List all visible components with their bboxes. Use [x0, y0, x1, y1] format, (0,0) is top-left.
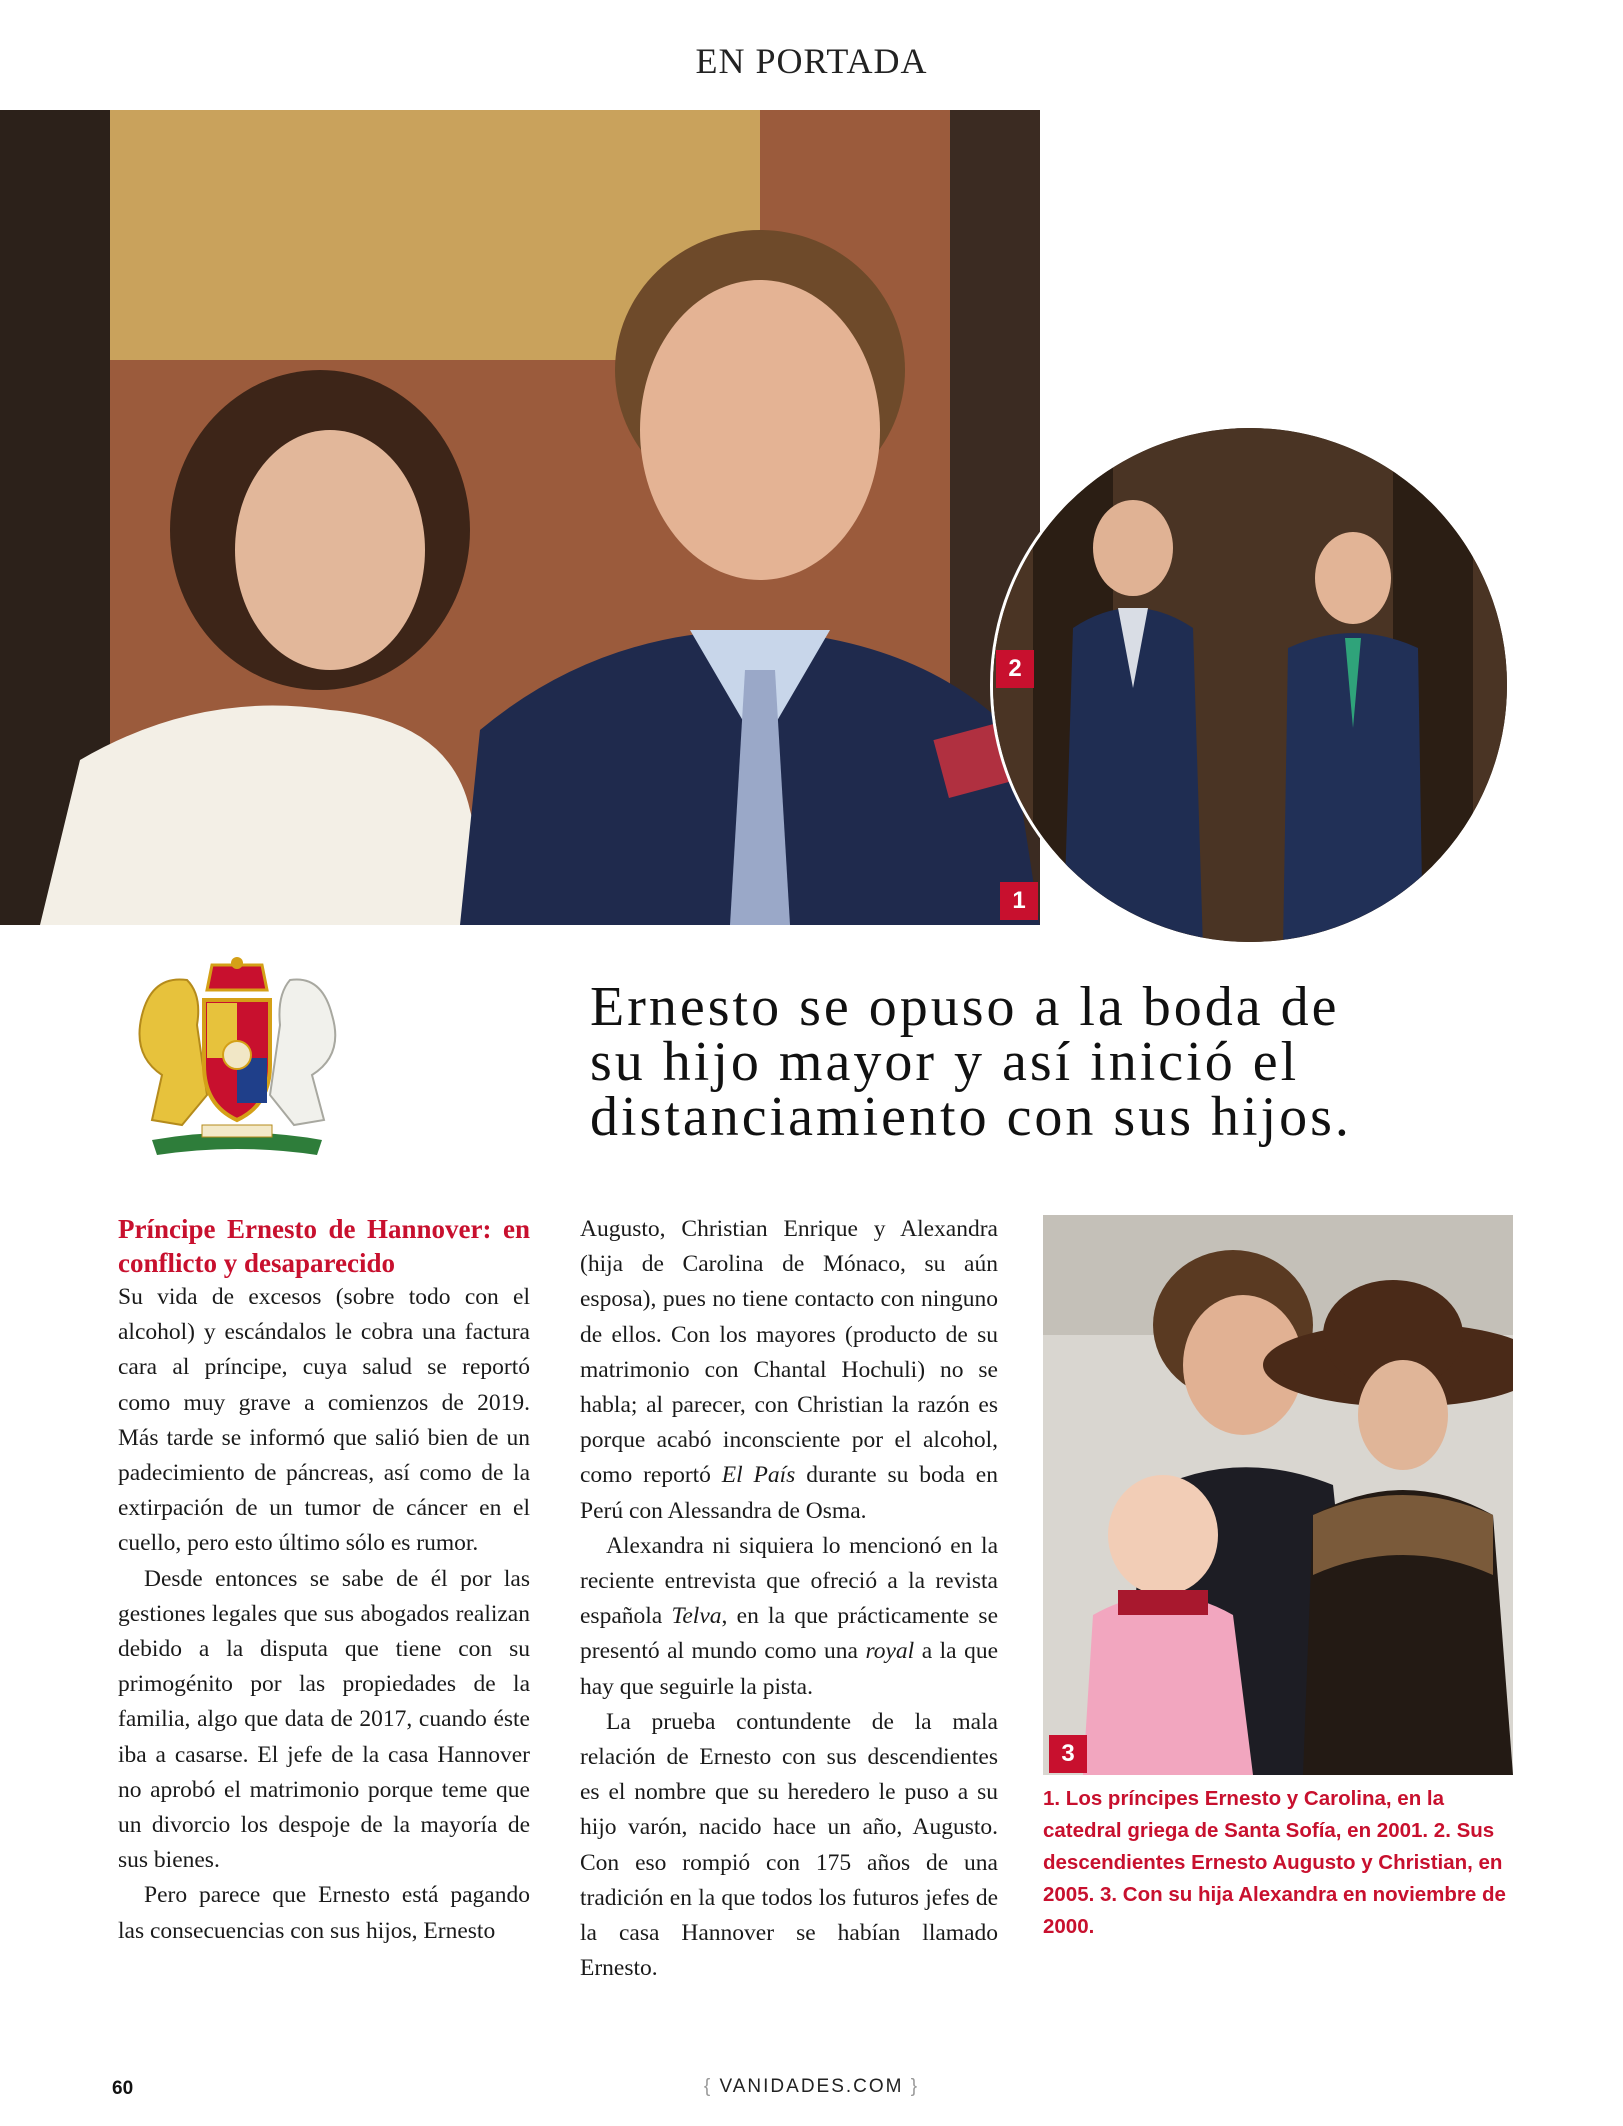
page-number: 60 [112, 2078, 134, 2099]
main-photo [0, 110, 1040, 925]
photo-caption: 1. Los príncipes Ernesto y Carolina, en la catedral griega de Santa Sofía, en 2001. 2. Sus descendientes Ernesto Augusto y Christian, en 2005. 3. Con su hija Alexandra en noviembre de 2000. [1043, 1787, 1506, 1938]
circle-photo-illustration [993, 428, 1510, 945]
brace-close: } [910, 2076, 920, 2097]
paragraph-text: durante su boda en Perú con Alessandra de Osma. [580, 1462, 998, 1524]
royal-crest [112, 955, 362, 1170]
site-name: VANIDADES.COM [719, 2076, 904, 2097]
article-paragraph: Desde entonces se sabe de él por las gestiones legales que sus abogados realizan debido a la disputa que tiene con su primogénito por las propiedades de la familia, algo que data de 2017, cuando éste iba a casarse. El jefe de la casa Hannover no aprobó el matrimonio porque teme que un divorcio los despoje de la mayoría de sus bienes. [118, 1565, 530, 1874]
section-label: EN PORTADA [695, 41, 928, 81]
article-column-2 [580, 1212, 998, 1986]
crest-icon [112, 955, 362, 1170]
paragraph-text: Alexandra ni siquiera lo mencionó en la reciente entrevista que ofreció a la revista española [580, 1532, 998, 1630]
article-paragraph [580, 1212, 998, 1529]
third-photo [1043, 1215, 1513, 1775]
paragraph-text: Augusto, Christian Enrique y Alexandra (hija de Carolina de Mónaco, su aún esposa), pues no tiene contacto con ninguno de ellos. Con los mayores (producto de su matrimonio con Chantal Hochuli) no se habla; al parecer, con Christian la razón es porque acabó inconsciente por el alcohol, como reportó [580, 1216, 998, 1489]
photo-number-badge: 1 [1000, 882, 1038, 920]
article-paragraph [580, 1529, 998, 1705]
photo-number-badge: 3 [1049, 1735, 1087, 1773]
footer-site [0, 2076, 1623, 2098]
main-photo-illustration [0, 110, 1040, 925]
paragraph-text: , en la que prácticamente se presentó al mundo como una [580, 1603, 999, 1665]
emphasis-word: royal [865, 1638, 915, 1665]
article-column-1 [118, 1212, 530, 1949]
third-photo-illustration [1043, 1215, 1513, 1775]
paragraph-text: a la que hay que seguirle la pista. [580, 1638, 999, 1700]
publication-name: El País [721, 1462, 796, 1489]
article-paragraph: Pero parece que Ernesto está pagando las consecuencias con sus hijos, Ernesto [118, 1882, 530, 1944]
article-subhead: Príncipe Ernesto de Hannover: en conflicto y desaparecido [118, 1214, 530, 1278]
brace-open: { [703, 2076, 713, 2097]
article-paragraph: Su vida de excesos (sobre todo con el alcohol) y escándalos le cobra una factura cara al príncipe, cuya salud se reportó como muy grave a comienzos de 2019. Más tarde se informó que salió bien de un padecimiento de páncreas, así como de la extirpación de un tumor de cáncer en el cuello, pero esto último sólo es rumor. [118, 1284, 530, 1557]
publication-name: Telva [671, 1603, 722, 1630]
pull-quote: Ernesto se opuso a la boda de su hijo mayor y así inició el distanciamiento con sus hijos. [590, 976, 1352, 1148]
article-paragraph: La prueba contundente de la mala relación de Ernesto con sus descendientes es el nombre que su heredero le puso a su hijo varón, nacido hace un año, Augusto. Con eso rompió con 175 años de una tradición en la que todos los futuros jefes de la casa Hannover se habían llamado Ernesto. [580, 1708, 998, 1982]
photo-number-badge: 2 [996, 650, 1034, 688]
circle-photo [990, 425, 1510, 945]
